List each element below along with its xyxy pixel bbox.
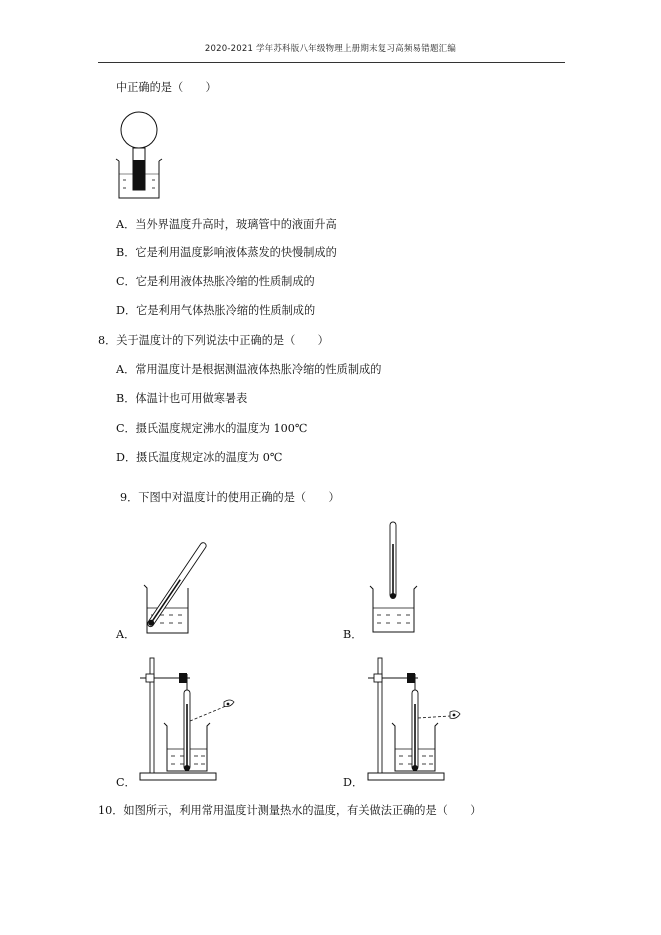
q9-label-c: C． <box>116 776 136 789</box>
q8-option-a: A．常用温度计是根据测温液体热胀冷缩的性质制成的 <box>116 363 382 376</box>
q9-figure-d <box>366 654 476 782</box>
q9-figure-b <box>366 520 426 635</box>
q7-option-d: D．它是利用气体热胀冷缩的性质制成的 <box>116 304 316 317</box>
q10-stem: 10．如图所示，利用常用温度计测量热水的温度，有关做法正确的是（ ） <box>98 804 482 817</box>
q8-option-c: C．摄氏温度规定沸水的温度为 100℃ <box>116 422 308 435</box>
q7-stem-tail: 中正确的是（ ） <box>116 81 217 94</box>
q7-option-c: C．它是利用液体热胀冷缩的性质制成的 <box>116 275 315 288</box>
q9-stem: 9．下图中对温度计的使用正确的是（ ） <box>120 491 340 504</box>
q9-label-d: D． <box>343 776 364 789</box>
header-rule <box>98 62 565 63</box>
q7-air-thermometer-figure <box>104 108 174 204</box>
q8-stem: 8．关于温度计的下列说法中正确的是（ ） <box>98 334 329 347</box>
q8-option-b: B．体温计也可用做寒暑表 <box>116 392 248 405</box>
q9-figure-a <box>138 535 218 639</box>
q8-option-d: D．摄氏温度规定冰的温度为 0℃ <box>116 451 283 464</box>
page-header: 2020-2021 学年苏科版八年级物理上册期末复习高频易错题汇编 <box>204 44 457 54</box>
q9-label-a: A． <box>116 628 136 641</box>
q9-label-b: B． <box>343 628 363 641</box>
q9-figure-c <box>138 654 248 782</box>
q7-option-b: B．它是利用温度影响液体蒸发的快慢制成的 <box>116 246 337 259</box>
q7-option-a: A．当外界温度升高时，玻璃管中的液面升高 <box>116 218 337 231</box>
